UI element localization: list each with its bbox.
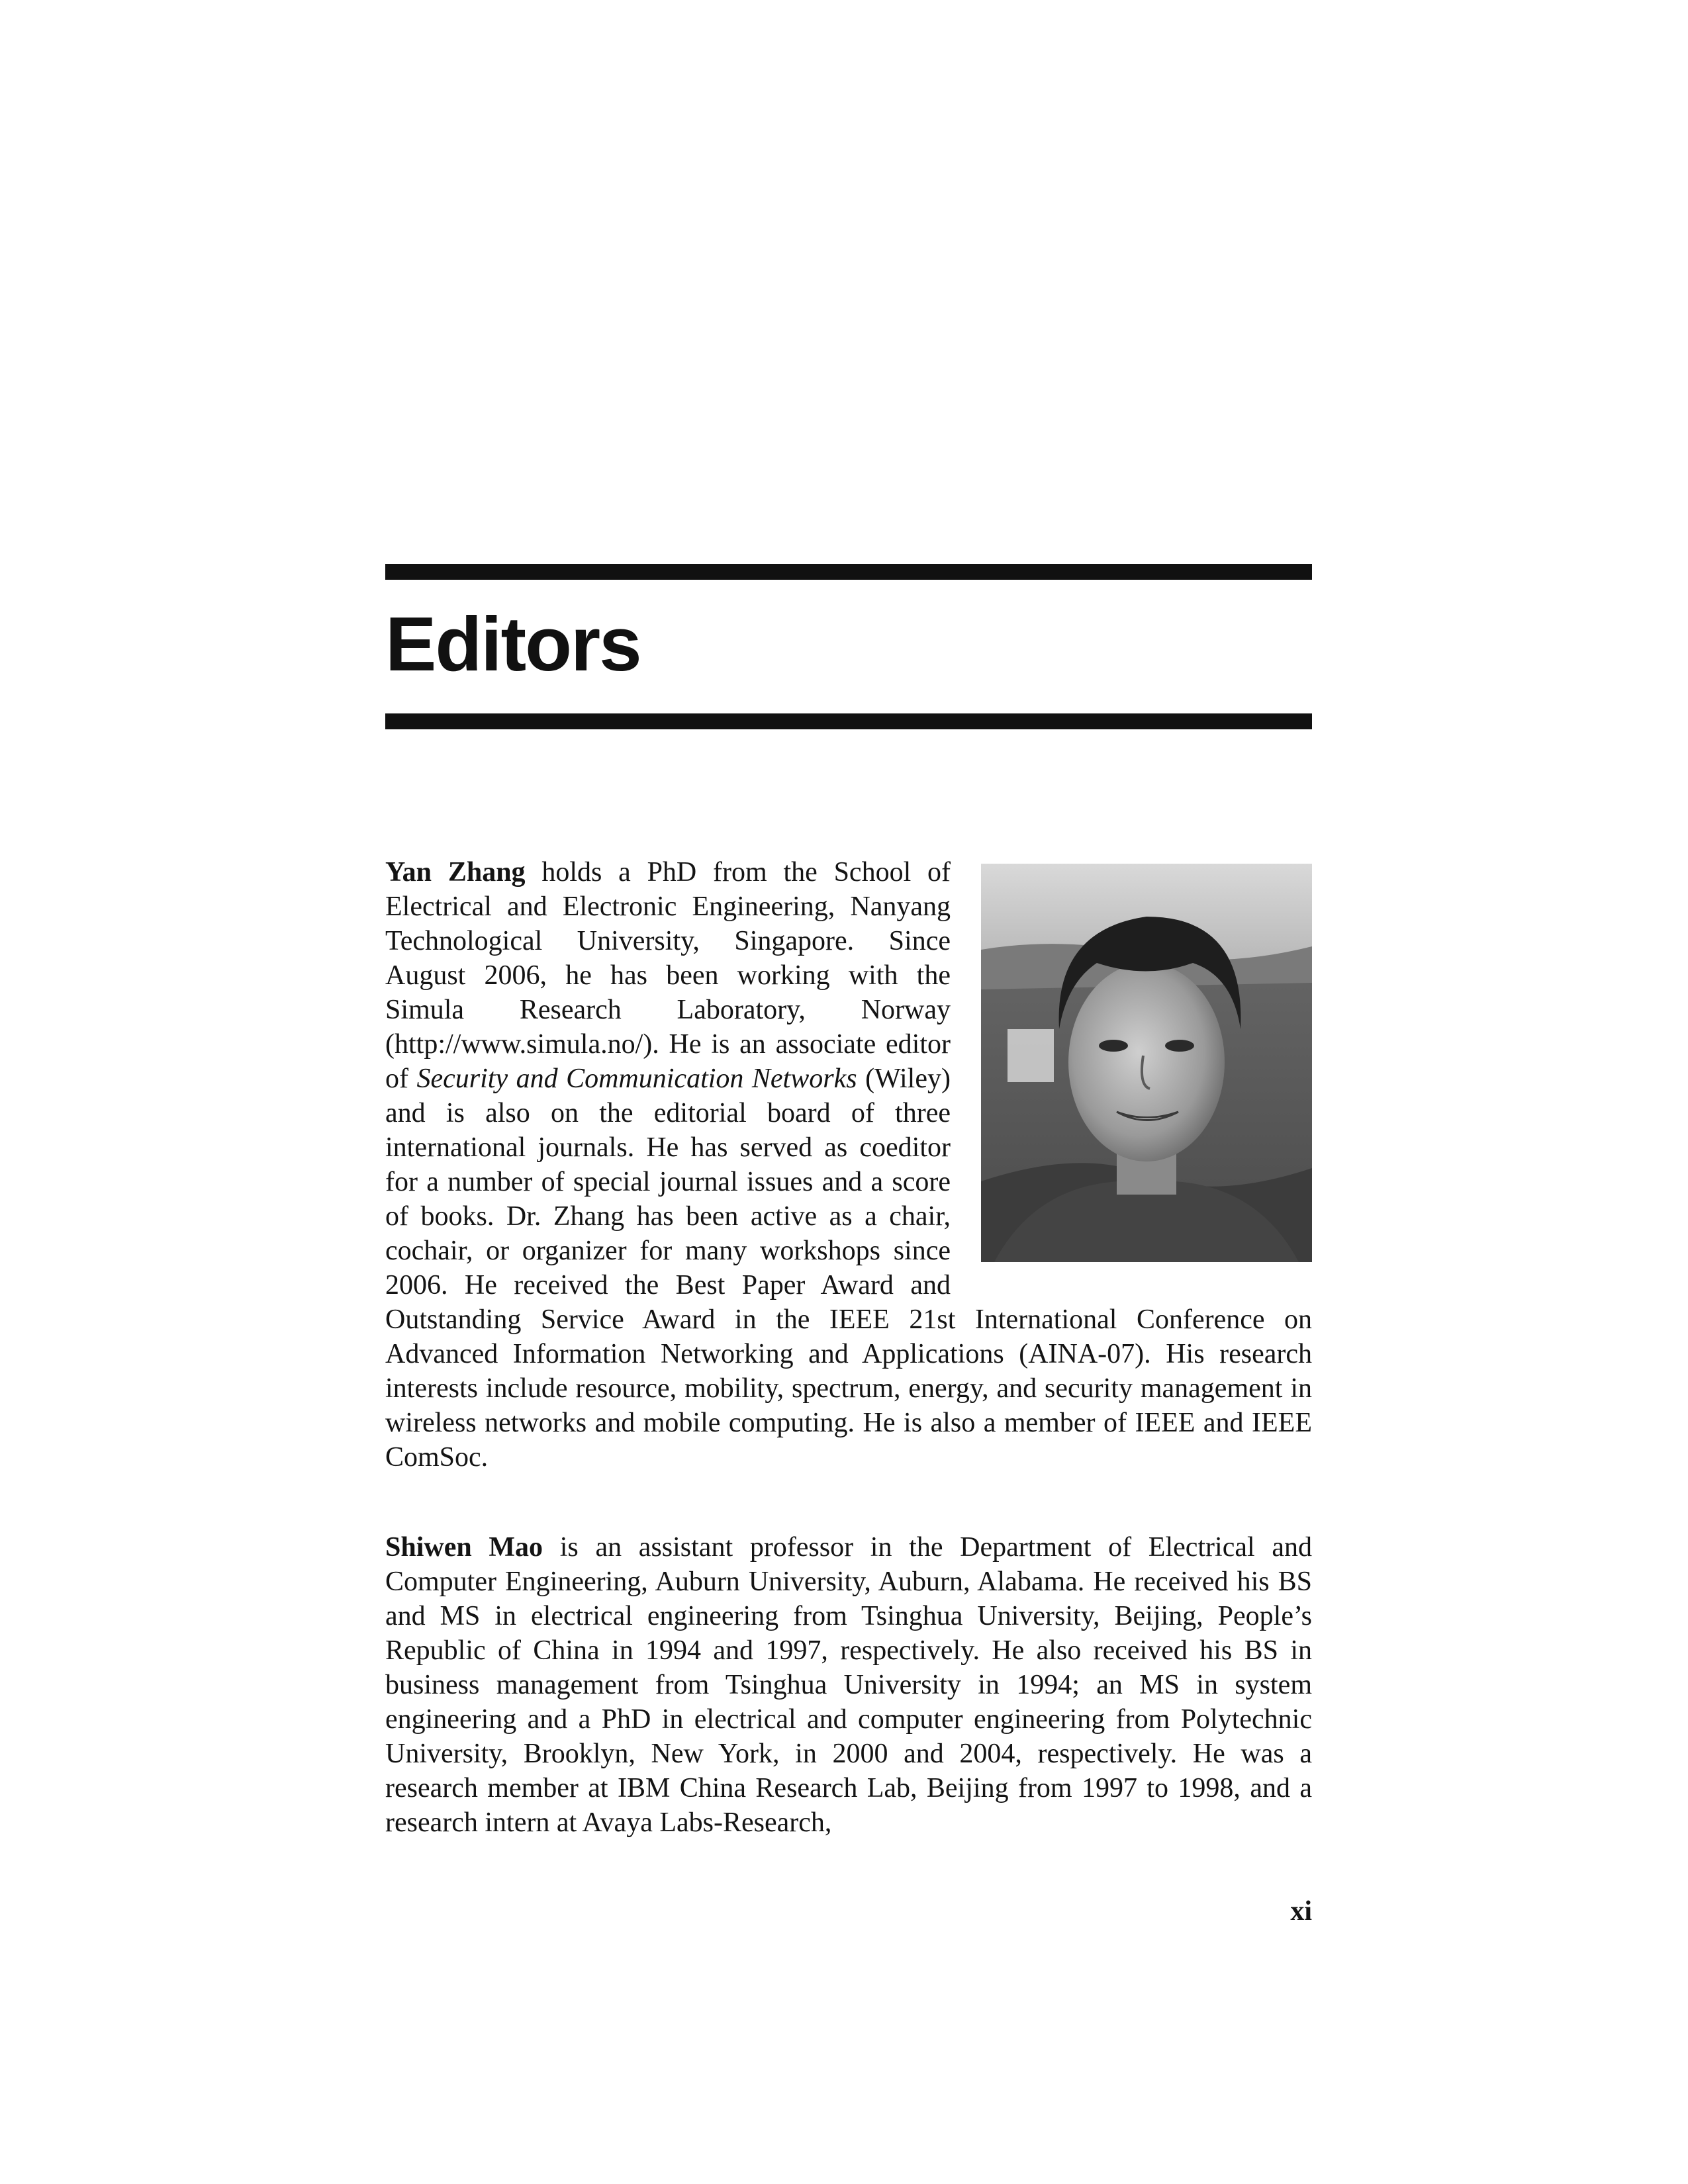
header-rule-bottom <box>385 713 1312 729</box>
header-rule-top <box>385 564 1312 580</box>
editor-name: Shiwen Mao <box>385 1532 543 1563</box>
bio-text-continued: (Wiley) and is also on the editorial board of three international journals. He has served as coeditor for a number of special journal issues and a score of books. Dr. Zhang has been active as a chair, cochair, or organizer for many workshops since 2006. He received the Best Paper Award and Outstanding Service Award in the IEEE 21st International Conference on Advanced Information Networking and Applications (AINA-07). His research interests include resource, mobility, spectrum, energy, and security management in wireless networks and mobile computing. He is also a member of IEEE and IEEE ComSoc. <box>385 1064 1312 1473</box>
editor-name: Yan Zhang <box>385 857 526 887</box>
bio-text: is an assistant professor in the Department of Electrical and Computer Engineering, Auburn University, Auburn, Alabama. He received his BS and MS in electrical engineering from Tsinghua University, Beijing, People’s Republic of China in 1994 and 1997, respectively. He also received his BS in business management from Tsinghua University in 1994; an MS in system engineering and a PhD in electrical and computer engineering from Polytechnic University, Brooklyn, New York, in 2000 and 2004, respectively. He was a research member at IBM China Research Lab, Beijing from 1997 to 1998, and a research intern at Avaya Labs-Research, <box>385 1532 1313 1838</box>
journal-title: Security and Communication Networks <box>416 1064 857 1094</box>
bio-shiwen-mao <box>385 1530 1312 1840</box>
bio-text: holds a PhD from the School of Electrical and Electronic Engineering, Nanyang Technological University, Singapore. Since August 2006, he has been working with the Simula Research Laboratory, Norway (http://www.simula.no/). He is an associate editor of <box>385 857 951 1094</box>
portrait-illustration <box>981 864 1312 1262</box>
bio-yan-zhang <box>385 855 1312 1475</box>
editor-portrait-photo <box>981 864 1312 1262</box>
chapter-title: Editors <box>385 601 641 687</box>
page-number: xi <box>1290 1896 1312 1927</box>
